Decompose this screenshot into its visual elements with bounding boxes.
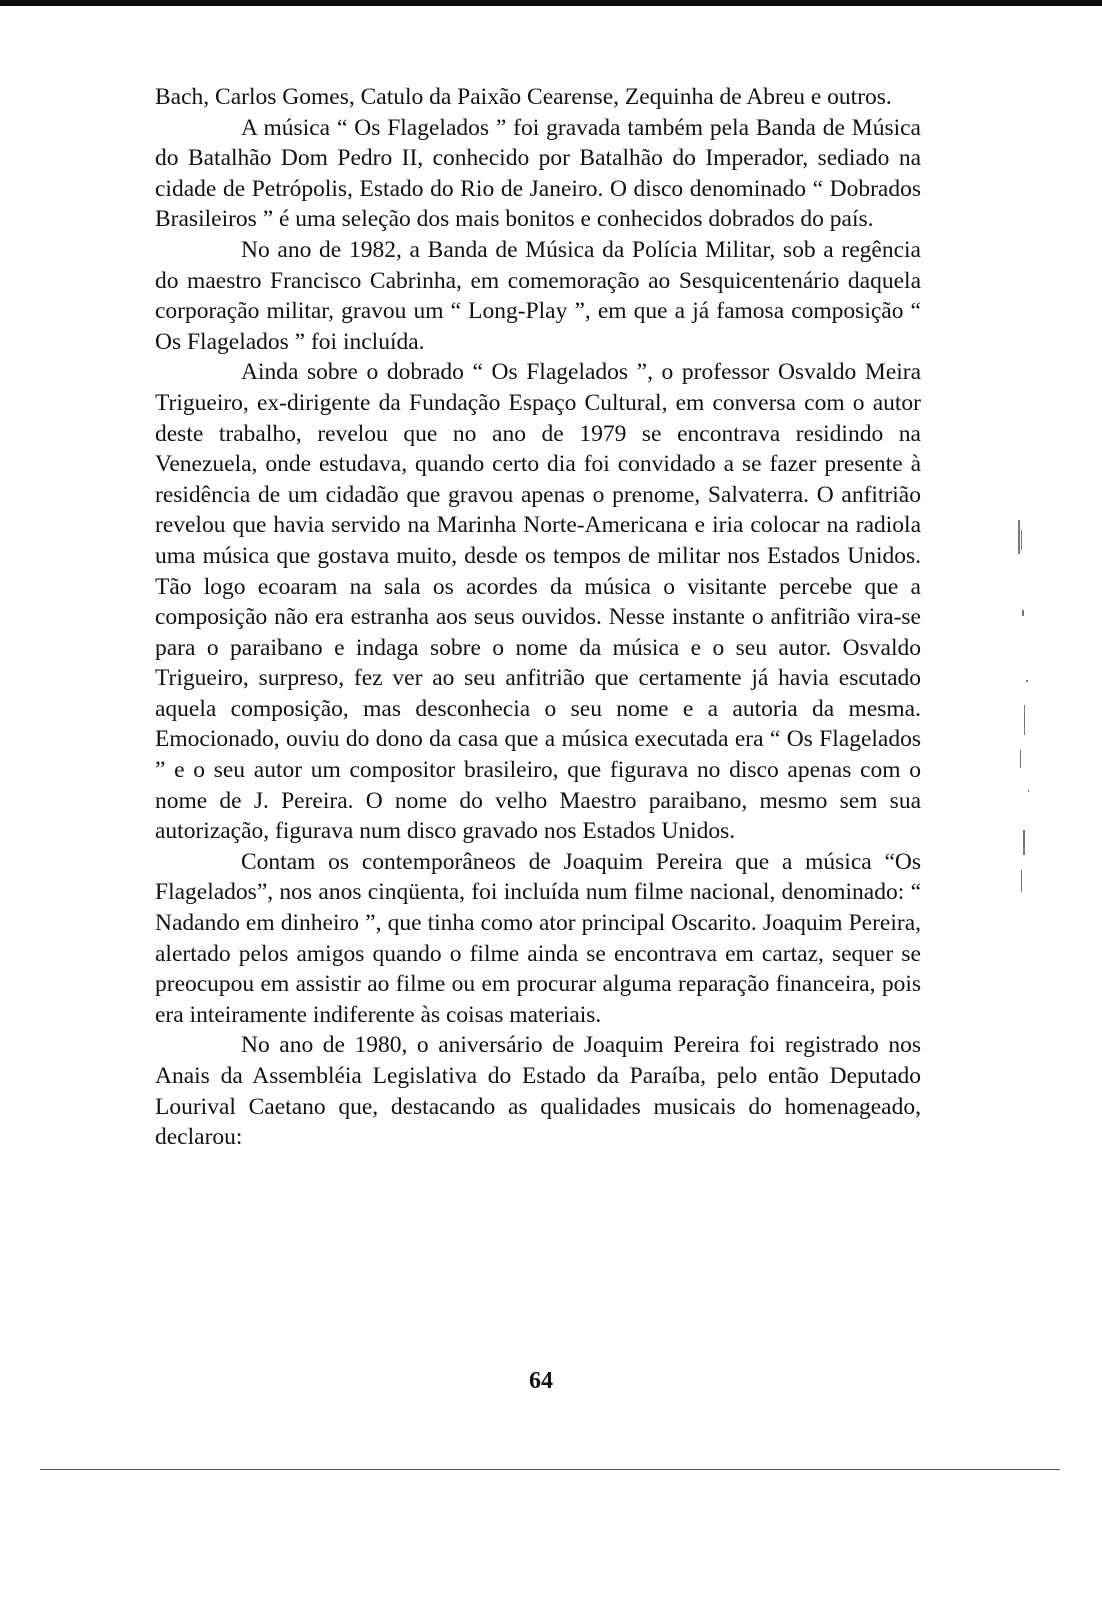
document-body (155, 82, 921, 1153)
paragraph-film-oscarito: Contam os contemporâneos de Joaquim Pereira que a música “Os Flagelados”, nos anos cinqüenta, foi incluída num filme nacional, denominado: “ Nadando em dinheiro ”, que tinha como ator principal Oscarito. Joaquim Pereira, alertado pelos amigos quando o filme ainda se encontrava em cartaz, sequer se preocupou em assistir ao filme ou em procurar alguma reparação financeira, pois era inteiramente indiferente às coisas materiais. (155, 848, 921, 1028)
paragraph-continuation: Bach, Carlos Gomes, Catulo da Paixão Cearense, Zequinha de Abreu e outros. (155, 84, 892, 110)
paragraph-1980-assembly: No ano de 1980, o aniversário de Joaquim Pereira foi registrado nos Anais da Assembléia Legislativa do Estado da Paraíba, pelo então Deputado Lourival Caetano que, destacando as qualidades musicais do homenageado, declarou: (155, 1032, 921, 1151)
scan-bottom-border (40, 1469, 1060, 1470)
paragraph-os-flagelados-recording: A música “ Os Flagelados ” foi gravada também pela Banda de Música do Batalhão Dom Pedro II, conhecido por Batalhão do Imperador, sediado na cidade de Petrópolis, Estado do Rio de Janeiro. O disco denominado “ Dobrados Brasileiros ” é uma seleção dos mais bonitos e conhecidos dobrados do país. (155, 114, 921, 233)
page-number: 64 (529, 1368, 553, 1394)
scan-edge-speckle (1012, 490, 1052, 960)
paragraph-venezuela-story: Ainda sobre o dobrado “ Os Flagelados ”, o professor Osvaldo Meira Trigueiro, ex-dirigente da Fundação Espaço Cultural, em conversa com o autor deste trabalho, revelou que no ano de 1979 se encontrava residindo na Venezuela, onde estudava, quando certo dia foi convidado a se fazer presente à residência de um cidadão que gravou apenas o prenome, Salvaterra. O anfitrião revelou que havia servido na Marinha Norte-Americana e iria colocar na radiola uma música que gostava muito, desde os tempos de militar nos Estados Unidos. Tão logo ecoaram na sala os acordes da música o visitante percebe que a composição não era estranha aos seus ouvidos. Nesse instante o anfitrião vira-se para o paraibano e indaga sobre o nome da música e o seu autor. Osvaldo Trigueiro, surpreso, fez ver ao seu anfitrião que certamente já havia escutado aquela composição, mas desconhecia o seu nome e a autoria da mesma. Emocionado, ouviu do dono da casa que a música executada era “ Os Flagelados ” e o seu autor um compositor brasileiro, que figurava no disco apenas com o nome de J. Pereira. O nome do velho Maestro paraibano, mesmo sem sua autorização, figurava num disco gravado nos Estados Unidos. (155, 359, 921, 845)
paragraph-1982-long-play: No ano de 1982, a Banda de Música da Polícia Militar, sob a regência do maestro Francisco Cabrinha, em comemoração ao Sesquicentenário daquela corporação militar, gravou um “ Long-Play ”, em que a já famosa composição “ Os Flagelados ” foi incluída. (155, 236, 921, 355)
scan-top-border (0, 0, 1102, 6)
